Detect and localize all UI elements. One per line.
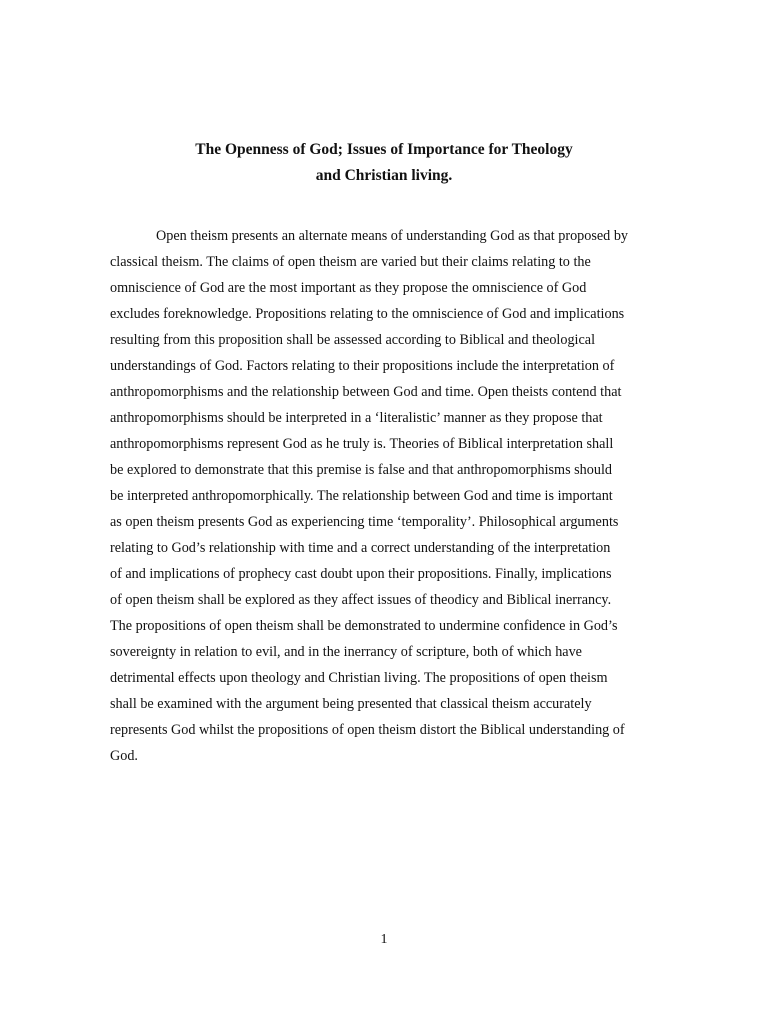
- body-line: sovereignty in relation to evil, and in the inerrancy of scripture, both of which have: [110, 644, 582, 660]
- body-line: anthropomorphisms and the relationship between God and time. Open theists contend that: [110, 384, 622, 400]
- body-line: be explored to demonstrate that this premise is false and that anthropomorphisms should: [110, 462, 612, 478]
- body-line: of open theism shall be explored as they affect issues of theodicy and Biblical inerrancy.: [110, 592, 612, 608]
- body-line: classical theism. The claims of open theism are varied but their claims relating to the: [110, 254, 591, 270]
- page-number: 1: [380, 932, 388, 947]
- body-line: as open theism presents God as experiencing time ‘temporality’. Philosophical arguments: [110, 514, 619, 530]
- body-line: of and implications of prophecy cast doubt upon their propositions. Finally, implications: [110, 566, 612, 582]
- body-line: anthropomorphisms should be interpreted in a ‘literalistic’ manner as they propose that: [110, 410, 603, 426]
- title-line-2: and Christian living.: [315, 167, 453, 184]
- body-line: detrimental effects upon theology and Christian living. The propositions of open theism: [110, 670, 608, 686]
- body-line: understandings of God. Factors relating to their propositions include the interpretation of: [110, 358, 615, 374]
- body-line: excludes foreknowledge. Propositions relating to the omniscience of God and implications: [110, 306, 625, 322]
- body-line: shall be examined with the argument being presented that classical theism accurately: [110, 696, 592, 712]
- body-line: The propositions of open theism shall be demonstrated to undermine confidence in God’s: [110, 618, 618, 634]
- body-line: Open theism presents an alternate means of understanding God as that proposed by: [156, 228, 629, 244]
- body-line: be interpreted anthropomorphically. The relationship between God and time is important: [110, 488, 613, 504]
- body-line: anthropomorphisms represent God as he truly is. Theories of Biblical interpretation shall: [110, 436, 614, 452]
- title-line-1: The Openness of God; Issues of Importance for Theology: [195, 141, 573, 158]
- body-line: represents God whilst the propositions of open theism distort the Biblical understanding of: [110, 722, 625, 738]
- document-title: [0, 137, 768, 189]
- body-paragraph: [110, 223, 658, 769]
- body-line: relating to God’s relationship with time and a correct understanding of the interpretation: [110, 540, 611, 556]
- body-line: omniscience of God are the most important as they propose the omniscience of God: [110, 280, 587, 296]
- body-line: God.: [110, 748, 138, 764]
- body-line: resulting from this proposition shall be assessed according to Biblical and theological: [110, 332, 596, 348]
